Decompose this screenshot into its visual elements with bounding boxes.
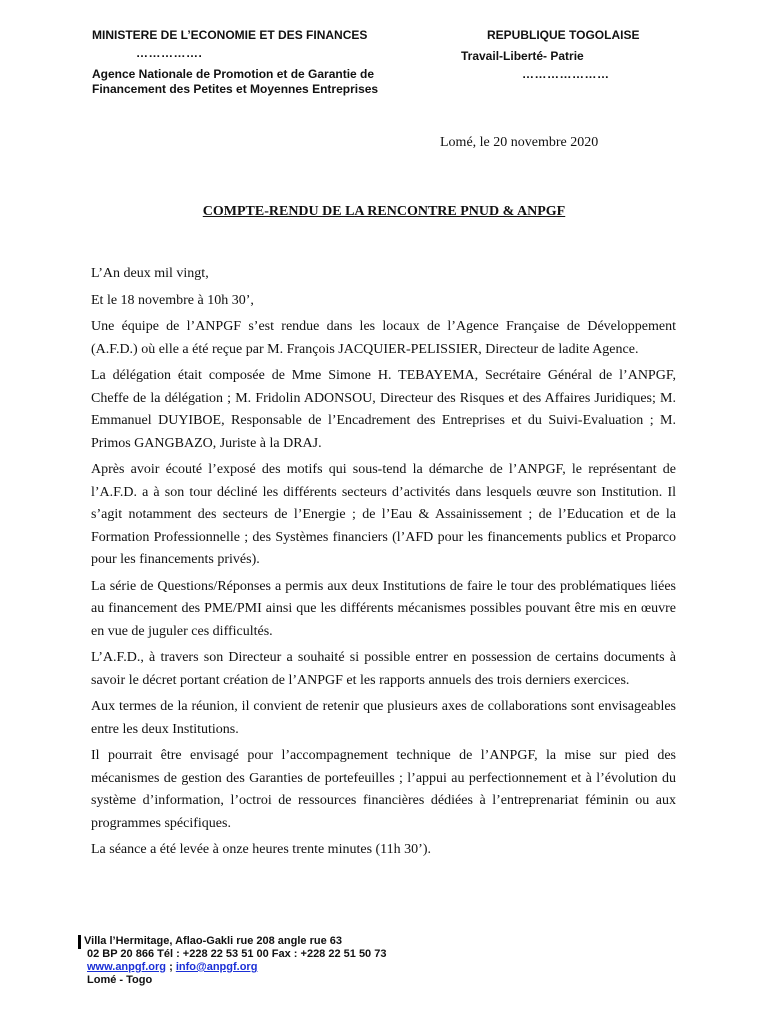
footer-address: Villa l’Hermitage, Aflao-Gakli rue 208 angle rue 63 (84, 935, 342, 947)
document-title: COMPTE-RENDU DE LA RENCONTRE PNUD & ANPGF (202, 204, 566, 219)
paragraph: La série de Questions/Réponses a permis aux deux Institutions de faire le tour des problématiques liées au financement des PME/PMI ainsi que les différents mécanismes possibles pouvant être mis en œuvre en vue de juguler ces difficultés. (91, 578, 676, 639)
footer-phone: 02 BP 20 866 Tél : +228 22 53 51 00 Fax : +228 22 51 50 73 (87, 948, 387, 960)
paragraph: L’A.F.D., à travers son Directeur a souhaité si possible entrer en possession de certains documents à savoir le décret portant création de l’ANPGF et les rapports annuels des trois derniers exercices. (91, 650, 676, 688)
paragraph: Il pourrait être envisagé pour l’accompagnement technique de l’ANPGF, la mise sur pied des mécanismes de gestion des Garanties de portefeuilles ; l’appui au perfectionnement et à l’évolution du système d’information, l’octroi de ressources financières dédiées à l’entreprenariat féminin ou aux programmes spécifiques. (91, 748, 676, 831)
republic-motto: Travail-Liberté- Patrie (461, 49, 584, 63)
email-link[interactable]: info@anpgf.org (175, 961, 258, 973)
paragraph: La délégation était composée de Mme Simone H. TEBAYEMA, Secrétaire Général de l’ANPGF, Cheffe de la délégation ; M. Fridolin ADONSOU, Directeur des Risques et des Affaires Juridiques; M. Emmanuel DUYIBOE, Responsable de l’Encadrement des Entreprises et du Suivi-Evaluation ; M. Primos GANGBAZO, Juriste à la DRAJ. (91, 368, 676, 451)
paragraph: La séance a été levée à onze heures trente minutes (11h 30’). (91, 842, 431, 857)
footer-marker (78, 935, 81, 949)
website-link[interactable]: www.anpgf.org (87, 961, 167, 973)
paragraph: Après avoir écouté l’exposé des motifs qui sous-tend la démarche de l’ANPGF, le représentant de l’A.F.D. a à son tour décliné les différents secteurs d’activités dans lesquels œuvre son Institution. Il s’agit notamment des secteurs de l’Energie ; de l’Eau & Assainissement ; de l’Education et de la Formation Professionnelle ; des Systèmes financiers (l’AFD pour les financements publics et Proparco pour les financements privés). (91, 462, 676, 567)
paragraph: Et le 18 novembre à 10h 30’, (91, 292, 254, 308)
motto-dots: ………………… (522, 67, 610, 81)
paragraph: Aux termes de la réunion, il convient de retenir que plusieurs axes de collaborations sont envisageables entre les deux Institutions. (91, 699, 676, 737)
republic-name: REPUBLIQUE TOGOLAISE (487, 28, 640, 42)
agency-name-line2: Financement des Petites et Moyennes Entreprises (92, 82, 379, 96)
ministry-name: MINISTERE DE L’ECONOMIE ET DES FINANCES (92, 28, 368, 42)
document-date: Lomé, le 20 novembre 2020 (440, 135, 599, 150)
document-body (91, 263, 676, 866)
footer-contact (78, 935, 387, 987)
footer-separator: ; (169, 961, 173, 973)
paragraph: L’An deux mil vingt, (91, 266, 209, 281)
footer-links (87, 961, 386, 974)
agency-name-line1: Agence Nationale de Promotion et de Garantie de (92, 67, 375, 81)
footer-city: Lomé - Togo (87, 974, 153, 986)
paragraph: Une équipe de l’ANPGF s’est rendue dans les locaux de l’Agence Française de Développement (A.F.D.) où elle a été reçue par M. François JACQUIER-PELISSIER, Directeur de ladite Agence. (91, 319, 676, 357)
ministry-dots: ……………. (136, 46, 203, 60)
